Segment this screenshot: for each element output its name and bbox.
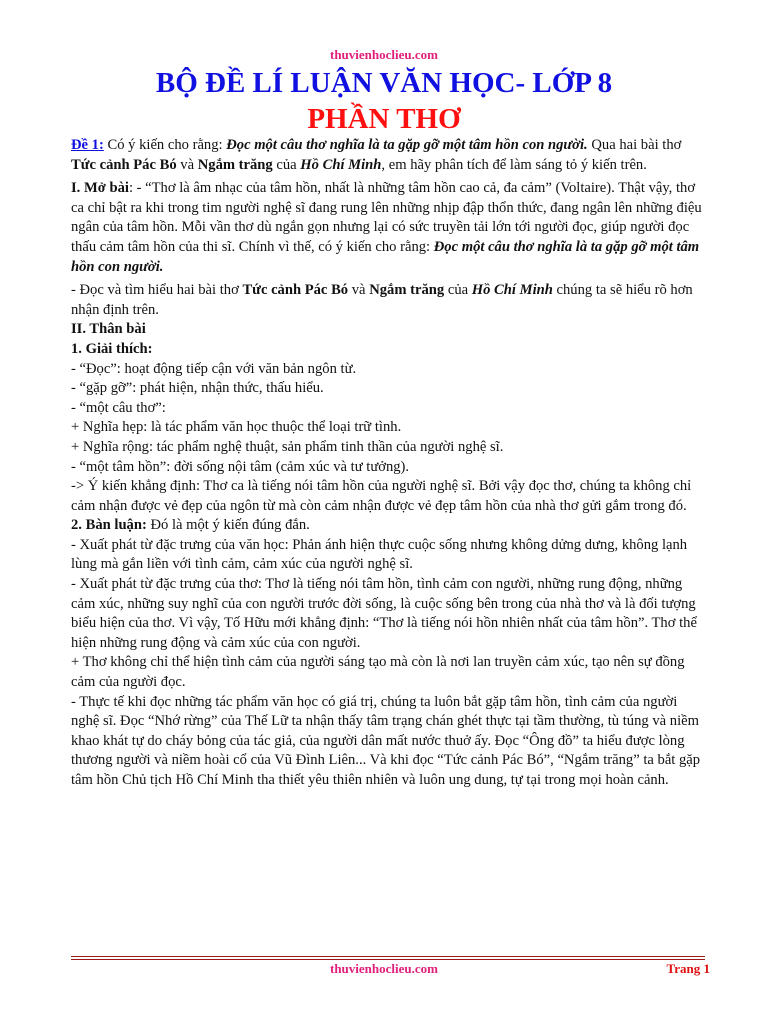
question-text-3: của bbox=[272, 156, 301, 173]
discussion-paragraph: - Xuất phát từ đặc trưng của thơ: Thơ là tiếng nói tâm hồn, tình cảm con người, những rung động, những cảm xúc, những suy nghĩ của con người trước đời sống, là cuộc sống bên trong của nhà thơ và là đối tượng biểu hiện của thơ. Vì vậy, Tố Hữu mới khẳng định: “Thơ là tiếng nói hồn nhiên nhất của tâm hồn”. Thơ thể hiện những rung động và cảm xúc của con người. bbox=[71, 576, 697, 651]
question-text-4: , em hãy phân tích để làm sáng tỏ ý kiến trên. bbox=[381, 156, 647, 173]
intro-quote: Đọc một câu thơ nghĩa là ta gặp gỡ một tâm hồn con người. bbox=[71, 238, 700, 275]
body-heading: II. Thân bài bbox=[71, 321, 146, 338]
header-site: thuvienhoclieu.com bbox=[330, 47, 438, 62]
footer-divider bbox=[71, 959, 705, 960]
intro-p2-text-d: chúng ta sẽ hiểu rõ hơn nhận định trên. bbox=[71, 282, 693, 318]
explain-line: + Nghĩa rộng: tác phẩm nghệ thuật, sản phẩm tinh thần của người nghệ sĩ. bbox=[71, 438, 504, 455]
discussion-intro: Đó là một ý kiến đúng đắn. bbox=[146, 517, 310, 534]
question-work-1: Tức cảnh Pác Bó bbox=[71, 156, 177, 173]
question-intro: Có ý kiến cho rằng: bbox=[103, 137, 227, 153]
intro-p2-author: Hồ Chí Minh bbox=[471, 282, 553, 299]
intro-text: : - “Thơ là âm nhạc của tâm hồn, nhất là những tâm hồn cao cả, đa cảm” (Voltaire). Thật vậy, thơ ca chỉ bật ra khi trong tim người nghệ sĩ đang rung lên những nhịp đập thổn thức, đang ngân lên những điệu ngân của tâm hồn. Mỗi vần thơ dù ngắn gọn nhưng lại có sức truyền tải lớn tới người đọc, giúp người đọc thấu cảm tâm hồn của thi sĩ. Chính vì thế, có ý kiến cho rằng: bbox=[71, 180, 702, 255]
explain-conclusion: -> Ý kiến khẳng định: Thơ ca là tiếng nói tâm hồn của người nghệ sĩ. Bởi vậy đọc thơ, chúng ta không chỉ cảm nhận được vẻ đẹp của ngôn từ mà còn cảm nhận được vẻ đẹp tâm hồn của nhà thơ gửi gắm trong đó. bbox=[71, 478, 692, 514]
explain-line: - “Đọc”: hoạt động tiếp cận với văn bản ngôn từ. bbox=[71, 360, 357, 377]
intro-paragraph bbox=[71, 179, 705, 277]
intro-p2-text-c: của bbox=[444, 282, 472, 299]
question-paragraph bbox=[71, 136, 705, 175]
explain-line: - “một tâm hồn”: đời sống nội tâm (cảm xúc và tư tưởng). bbox=[71, 458, 410, 475]
discussion-paragraph: - Thực tế khi đọc những tác phẩm văn học có giá trị, chúng ta luôn bắt gặp tâm hồn, tình cảm của người nghệ sĩ. Đọc “Nhớ rừng” của Thế Lữ ta nhận thấy tâm trạng chán ghét thực tại tầm thường, tù túng và niềm khao khát tự do cháy bỏng của tác giả, của người dân mất nước thuở ấy. Đọc “Ông đồ” ta hiểu được lòng thương người và niềm hoài cổ của Vũ Đình Liên... Và khi đọc “Tức cảnh Pác Bó”, “Ngắm trăng” ta bắt gặp tâm hồn Chủ tịch Hồ Chí Minh tha thiết yêu thiên nhiên và luôn ung dung, tự tại trong mọi hoàn cảnh. bbox=[71, 693, 701, 788]
intro-p2-work-1: Tức cảnh Pác Bó bbox=[242, 282, 349, 299]
explain-line: - “một câu thơ”: bbox=[71, 399, 166, 416]
intro-p2-text-a: - Đọc và tìm hiểu hai bài thơ bbox=[71, 282, 243, 299]
intro-heading: I. Mở bài bbox=[71, 180, 129, 197]
question-quote: Đọc một câu thơ nghĩa là ta gặp gỡ một tâm hồn con người. bbox=[226, 137, 588, 153]
explain-heading: 1. Giải thích: bbox=[71, 340, 153, 357]
question-author: Hồ Chí Minh bbox=[300, 156, 382, 173]
intro-paragraph-2 bbox=[71, 281, 705, 320]
discussion-heading: 2. Bàn luận: bbox=[71, 517, 147, 534]
footer-site: thuvienhoclieu.com bbox=[330, 961, 438, 976]
discussion-paragraph: + Thơ không chỉ thể hiện tình cảm của người sáng tạo mà còn là nơi lan truyền cảm xúc, tạo nên sự đồng cảm của người đọc. bbox=[71, 654, 685, 691]
discussion-paragraph: - Xuất phát từ đặc trưng của văn học: Phản ánh hiện thực cuộc sống nhưng không dửng dưng, không lạnh lùng mà gắn liền với tình cảm, cảm xúc của người nghệ sĩ. bbox=[71, 536, 688, 573]
question-label: Đề 1: bbox=[71, 137, 104, 153]
footer-divider bbox=[71, 956, 705, 957]
document-body bbox=[71, 136, 705, 791]
question-text-2: và bbox=[176, 156, 198, 173]
intro-p2-text-b: và bbox=[348, 282, 370, 299]
document-subtitle: PHẦN THƠ bbox=[307, 103, 461, 135]
explain-line: - “gặp gỡ”: phát hiện, nhận thức, thấu hiểu. bbox=[71, 380, 324, 397]
explain-line: + Nghĩa hẹp: là tác phẩm văn học thuộc thể loại trữ tình. bbox=[71, 419, 402, 436]
page-number: Trang 1 bbox=[666, 961, 710, 976]
intro-p2-work-2: Ngắm trăng bbox=[369, 282, 445, 299]
discussion-heading-line bbox=[71, 516, 705, 536]
document-title: BỘ ĐỀ LÍ LUẬN VĂN HỌC- LỚP 8 bbox=[155, 67, 613, 99]
question-work-2: Ngắm trăng bbox=[197, 156, 273, 173]
question-text-1: Qua hai bài thơ bbox=[587, 137, 682, 153]
